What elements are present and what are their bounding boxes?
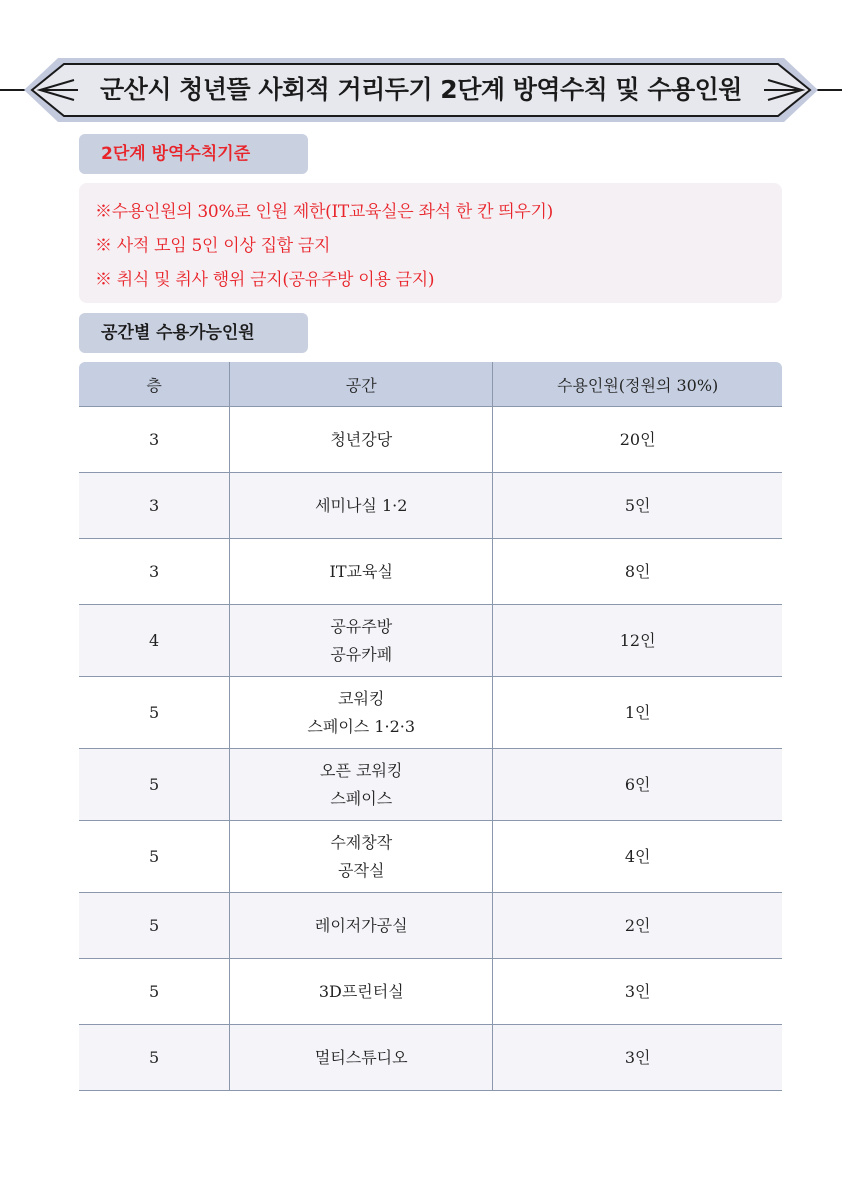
cell-floor: 5 — [79, 959, 230, 1025]
table-body — [79, 407, 782, 1091]
space-name-line: 멀티스튜디오 — [314, 1047, 408, 1067]
cell-space — [230, 893, 493, 959]
cell-space — [230, 605, 493, 677]
space-name-line: 스페이스 1·2·3 — [307, 716, 416, 736]
table-header-row — [79, 362, 782, 407]
header-space: 공간 — [230, 362, 493, 407]
space-name-line: IT교육실 — [329, 561, 393, 581]
rule-item: ※수용인원의 30%로 인원 제한(IT교육실은 좌석 한 칸 띄우기) — [95, 202, 553, 222]
cell-floor: 5 — [79, 893, 230, 959]
table-row — [79, 407, 782, 473]
section-label-rules: 2단계 방역수칙기준 — [79, 134, 308, 174]
header-floor: 층 — [79, 362, 230, 407]
header-capacity: 수용인원(정원의 30%) — [493, 362, 782, 407]
table-row — [79, 749, 782, 821]
cell-capacity: 3인 — [493, 1025, 782, 1091]
space-name-line: 레이저가공실 — [314, 915, 408, 935]
space-name-line: 오픈 코워킹 — [320, 760, 403, 780]
table-row — [79, 893, 782, 959]
cell-space — [230, 821, 493, 893]
cell-space — [230, 407, 493, 473]
cell-space — [230, 473, 493, 539]
cell-capacity: 1인 — [493, 677, 782, 749]
space-name-line: 청년강당 — [330, 429, 393, 449]
space-name-line: 수제창작 — [330, 832, 393, 852]
cell-space — [230, 1025, 493, 1091]
cell-floor: 3 — [79, 407, 230, 473]
cell-space — [230, 959, 493, 1025]
cell-space — [230, 539, 493, 605]
space-name-line: 공작실 — [338, 860, 385, 880]
space-name-line: 공유주방 — [330, 616, 393, 636]
cell-floor: 5 — [79, 821, 230, 893]
table-row — [79, 605, 782, 677]
cell-capacity: 5인 — [493, 473, 782, 539]
cell-floor: 5 — [79, 749, 230, 821]
table-row — [79, 677, 782, 749]
table-row — [79, 1025, 782, 1091]
cell-space — [230, 677, 493, 749]
cell-floor: 5 — [79, 1025, 230, 1091]
cell-capacity: 20인 — [493, 407, 782, 473]
cell-capacity: 8인 — [493, 539, 782, 605]
cell-capacity: 4인 — [493, 821, 782, 893]
cell-capacity: 2인 — [493, 893, 782, 959]
table-row — [79, 473, 782, 539]
cell-capacity: 3인 — [493, 959, 782, 1025]
cell-space — [230, 749, 493, 821]
cell-capacity: 6인 — [493, 749, 782, 821]
space-name-line: 3D프린터실 — [318, 981, 404, 1001]
title-banner — [0, 58, 842, 122]
rule-item: ※ 사적 모임 5인 이상 집합 금지 — [95, 236, 331, 256]
table-row — [79, 821, 782, 893]
cell-floor: 4 — [79, 605, 230, 677]
cell-floor: 5 — [79, 677, 230, 749]
page-title: 군산시 청년뜰 사회적 거리두기 2단계 방역수칙 및 수용인원 — [100, 75, 742, 104]
space-name-line: 스페이스 — [330, 788, 393, 808]
section-label-capacity: 공간별 수용가능인원 — [79, 313, 308, 353]
cell-floor: 3 — [79, 539, 230, 605]
cell-capacity: 12인 — [493, 605, 782, 677]
space-name-line: 코워킹 — [338, 688, 385, 708]
space-name-line: 공유카페 — [330, 644, 393, 664]
capacity-table — [79, 362, 782, 1091]
table-row — [79, 539, 782, 605]
space-name-line: 세미나실 1·2 — [315, 495, 408, 515]
table-row — [79, 959, 782, 1025]
rule-item: ※ 취식 및 취사 행위 금지(공유주방 이용 금지) — [95, 270, 435, 290]
cell-floor: 3 — [79, 473, 230, 539]
rules-box — [79, 183, 782, 303]
